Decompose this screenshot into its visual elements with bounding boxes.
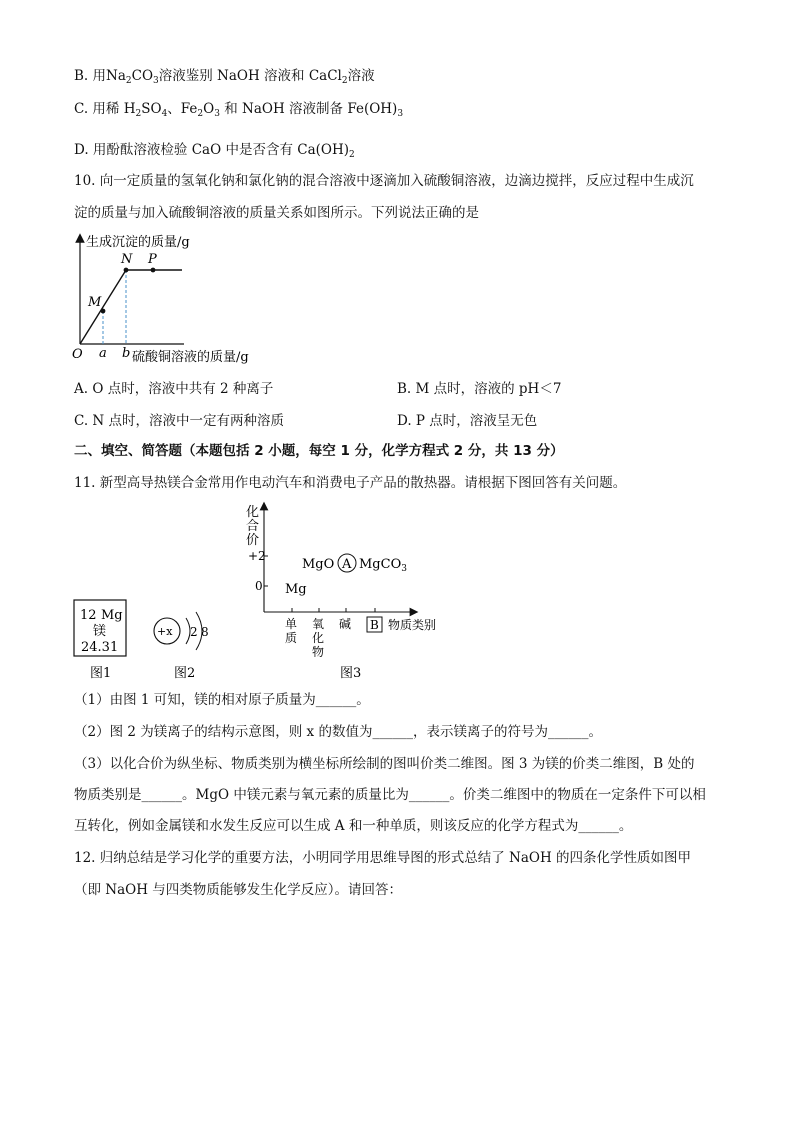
q10-label-p: P <box>148 252 157 267</box>
fig3-xcat2-a: 氧 <box>312 617 325 631</box>
q11-part3-line2: 物质类别是______。MgO 中镁元素与氧元素的质量比为______。价类二维图中的物质在一定条件下可以相 <box>74 787 706 803</box>
section2-heading: 二、填空、简答题（本题包括 2 小题，每空 1 分，化学方程式 2 分，共 13 分） <box>74 443 564 459</box>
q12-line1: 12. 归纳总结是学习化学的重要方法，小明同学用思维导图的形式总结了 NaOH 的四条化学性质如图甲 <box>74 850 692 866</box>
q10-precipitate-graph <box>66 230 286 365</box>
fig1-atomic-number: 12 <box>80 608 97 623</box>
fig3-xcat1-b: 质 <box>285 631 298 645</box>
q9-option-b: B. 用$Na_2CO_3$溶液鉴别 NaOH 溶液和 CaCl$_2$溶液 <box>74 68 375 86</box>
q11-part3-line1: （3）以化合价为纵坐标、物质类别为横坐标所绘制的图叫价类二维图。图 3 为镁的价类二维图，B 处的 <box>74 756 695 772</box>
fig3-y-label-1: 化 <box>246 505 260 520</box>
fig3-item-mg: Mg <box>285 582 307 597</box>
q10-option-c: C. N 点时，溶液中一定有两种溶质 <box>74 413 285 429</box>
q10-stem-line1: 10. 向一定质量的氢氧化钠和氯化钠的混合溶液中逐滴加入硫酸铜溶液，边滴边搅拌，反应过程中生成沉 <box>74 173 694 189</box>
q11-part2: （2）图 2 为镁离子的结构示意图，则 x 的数值为______，表示镁离子的符号为______。 <box>74 724 602 740</box>
fig3-tick-0: 0 <box>255 579 263 593</box>
fig3-item-mgo: MgO <box>302 557 335 572</box>
fig1-atomic-mass: 24.31 <box>81 640 119 655</box>
q10-point-n <box>124 268 129 273</box>
fig3-tick-plus2: +2 <box>248 549 266 563</box>
q10-tick-a: a <box>99 346 107 361</box>
q10-x-label: 硫酸铜溶液的质量/g <box>132 350 249 365</box>
fig3-xcat2-b: 化 <box>312 631 325 645</box>
fig2-shell2-count: 8 <box>201 625 209 639</box>
q10-tick-b: b <box>122 346 131 361</box>
fig2-shell1-count: 2 <box>190 625 198 639</box>
fig1-caption: 图1 <box>90 666 112 681</box>
q10-y-label: 生成沉淀的质量/g <box>86 235 190 250</box>
q11-stem: 11. 新型高导热镁合金常用作电动汽车和消费电子产品的散热器。请根据下图回答有关问题。 <box>74 475 627 491</box>
q10-stem-line2: 淀的质量与加入硫酸铜溶液的质量关系如图所示。下列说法正确的是 <box>74 205 479 221</box>
q10-label-origin: O <box>72 347 83 362</box>
fig3-xcat2-c: 物 <box>312 645 325 659</box>
fig1-symbol: Mg <box>101 608 123 623</box>
fig3-y-label-2: 合 <box>246 519 260 534</box>
q10-label-n: N <box>121 252 133 267</box>
fig1-name: 镁 <box>93 624 107 639</box>
fig3-item-mgco3: MgCO$_3$ <box>359 557 407 574</box>
fig3-caption: 图3 <box>340 666 362 681</box>
q10-point-m <box>101 309 106 314</box>
q10-option-d: D. P 点时，溶液呈无色 <box>397 413 538 429</box>
q10-option-b: B. M 点时，溶液的 pH＜7 <box>397 381 562 397</box>
fig2-caption: 图2 <box>174 666 196 681</box>
q10-point-p <box>151 268 156 273</box>
q10-label-m: M <box>88 295 102 310</box>
q12-line2: （即 NaOH 与四类物质能够发生化学反应）。请回答： <box>74 882 403 898</box>
fig3-xcat3: 碱 <box>339 617 352 631</box>
q11-part3-line3: 互转化，例如金属镁和水发生反应可以生成 A 和一种单质，则该反应的化学方程式为______。 <box>74 818 633 834</box>
q10-option-a: A. O 点时，溶液中共有 2 种离子 <box>74 381 274 397</box>
fig2-nucleus-charge: +x <box>157 625 173 638</box>
q9-option-c: C. 用稀 $H_2SO_4$、$Fe_2O_3$ 和 NaOH 溶液制备 $Fe(OH)_3$ <box>74 101 404 119</box>
fig3-x-label: 物质类别 <box>388 618 437 632</box>
q11-figures <box>60 500 460 682</box>
fig3-y-label-3: 价 <box>246 533 260 548</box>
q9-option-d: D. 用酚酞溶液检验 CaO 中是否含有 $Ca(OH)_2$ <box>74 142 355 160</box>
fig3-item-a: A <box>342 557 352 572</box>
fig3-xcat4: B <box>370 618 379 632</box>
q11-part1: （1）由图 1 可知，镁的相对原子质量为______。 <box>74 692 370 708</box>
fig3-xcat1-a: 单 <box>285 617 298 631</box>
